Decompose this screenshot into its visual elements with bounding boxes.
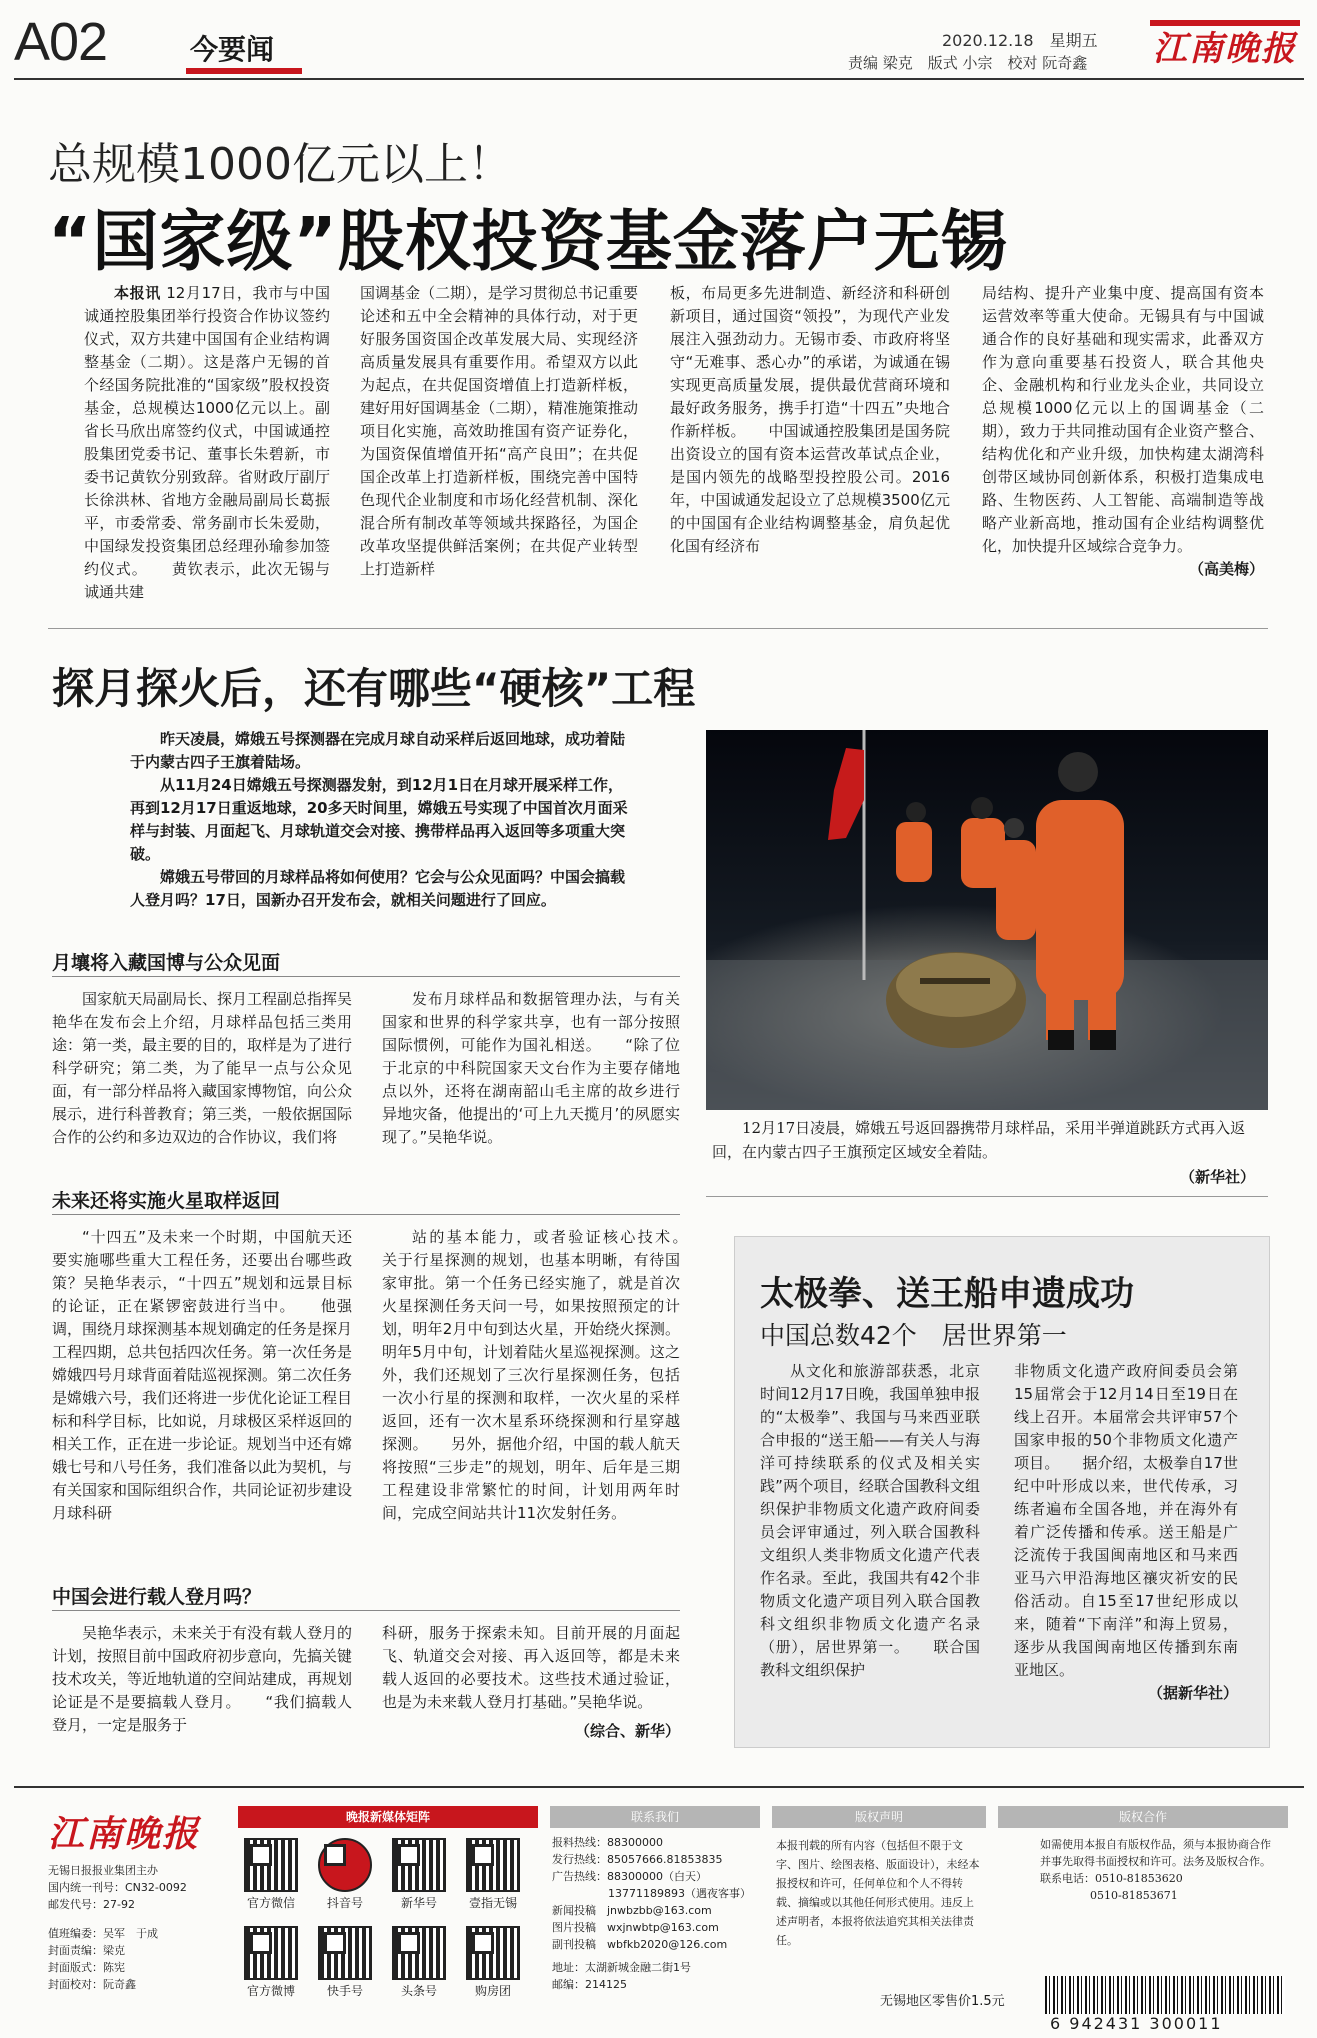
editor-line: 值班编委：吴军 于成 (48, 1927, 158, 1940)
coop-text: 如需使用本报自有版权作品，须与本报协商合作并事先取得书面授权和许可。法务及版权合作。 (1040, 1838, 1271, 1868)
article1-kicker: 总规模1000亿元以上！ (48, 139, 512, 190)
qr-code[interactable] (392, 1838, 446, 1892)
qr-code[interactable] (318, 1838, 372, 1892)
subhead-rule (52, 1214, 680, 1215)
s1-col-a: 国家航天局副局长、探月工程副总指挥吴艳华在发布会上介绍，月球样品包括三类用途：第一类，最主要的目的，取样是为了进行科学研究；第二类，为了能早一点与公众见面，有一部分样品将入藏国家博物馆，向公众展示，进行科普教育；第三类，一般依据国际合作的公约和多边双边的合作协议，我们将 (52, 990, 353, 1146)
article3-credit: （据新华社） (1147, 1684, 1238, 1702)
photo-caption: 12月17日凌晨，嫦娥五号返回器携带月球样品，采用半弹道跳跃方式再入返回，在内蒙古四子王旗预定区域安全着陆。 (712, 1119, 1246, 1161)
qr-code[interactable] (466, 1926, 520, 1980)
article1-col4 (982, 282, 1264, 581)
qr-code[interactable] (392, 1926, 446, 1980)
article3-subhead: 中国总数42个 居世界第一 (760, 1321, 1067, 1350)
s2-col-a: “十四五”及未来一个时期，中国航天还要实施哪些重大工程任务，还要出台哪些政策？吴艳华表示，“十四五”规划和远景目标的论证，正在紧锣密鼓进行当中。 他强调，围绕月球探测基本规划确定的任务是探月工程四期，总共包括四次任务。第一次任务是嫦娥四号月球背面着陆巡视探测。第二次任务是嫦娥六号，我们还将进一步优化论证工程目标和科学目标，比如说，月球极区采样返回的相关工作，正在进一步论证。规划当中还有嫦娥七号和八号任务，我们准备以此为契机，与有关国家和国际组织合作，共同论证初步建设月球科研 (52, 1228, 353, 1522)
footer-rule (14, 1786, 1304, 1788)
article2-credit: （综合、新华） (574, 1722, 680, 1740)
qr-label: 头条号 (400, 1984, 437, 1998)
media-matrix-band: 晚报新媒体矩阵 (238, 1806, 538, 1828)
subhead-moon-soil: 月壤将入藏国博与公众见面 (52, 952, 281, 974)
retail-price: 无锡地区零售价1.5元 (880, 1994, 1005, 2009)
lead-paragraph-2: 从11月24日嫦娥五号探测器发射，到12月1日在月球开展采样工作，再到12月17日重返地球，20多天时间里，嫦娥五号实现了中国首次月面采样与封装、月面起飞、月球轨道交会对接、携带样品再入返回等多项重大突破。 (130, 776, 628, 863)
lead-paragraph-3: 嫦娥五号带回的月球样品将如何使用？它会与公众见面吗？中国会搞载人登月吗？17日，国新办召开发布会，就相关问题进行了回应。 (130, 868, 626, 909)
article1-col1-text: 12月17日，我市与中国诚通控股集团举行投资合作协议签约仪式，双方共建中国国有企业结构调整基金（二期）。这是落户无锡的首个经国务院批准的“国家级”股权投资基金，总规模达1000亿元以上。副省长马欣出席签约仪式，中国诚通控股集团党委书记、董事长朱碧新，市委书记黄钦分别致辞。省财政厅副厅长徐洪林、省地方金融局副局长葛振平，市委常委、常务副市长朱爱勋，中国绿发投资集团总经理孙瑜参加签约仪式。 黄钦表示，此次无锡与诚通共建 (84, 284, 330, 601)
article1-headline: “国家级”股权投资基金落户无锡 (48, 203, 1008, 280)
qr-label: 壹指无锡 (468, 1896, 517, 1910)
article3-col-a: 从文化和旅游部获悉，北京时间12月17日晚，我国单独申报的“太极拳”、我国与马来西亚联合申报的“送王船——有关人与海洋可持续联系的仪式及相关实践”两个项目，经联合国教科文组织保护非物质文化遗产政府间委员会评审通过，列入联合国教科文组织人类非物质文化遗产代表作名录。至此，我国共有42个非物质文化遗产项目列入联合国教科文组织非物质文化遗产名录（册），居世界第一。 联合国教科文组织保护 (760, 1362, 980, 1679)
footer-publisher-info (48, 1862, 228, 1993)
barcode-number: 6 942431 300011 (1050, 2014, 1223, 2033)
article2-lead (130, 728, 630, 912)
article3-headline: 太极拳、送王船申遗成功 (760, 1274, 1134, 1314)
photo-credit: （新华社） (1180, 1168, 1256, 1186)
s2-col-b: 站的基本能力，或者验证核心技术。 关于行星探测的规划，也基本明晰，有待国家审批。第一个任务已经实施了，就是首次火星探测任务天问一号，如果按照预定的计划，明年2月中旬到达火星，开始绕火探测。明年5月中旬，计划着陆火星巡视探测。这之外，我们还规划了三次行星探测任务，包括一次小行星的探测和取样，一次火星的采样返回，还有一次木星系环绕探测和行星穿越探测。 另外，据他介绍，中国的载人航天将按照“三步走”的规划，明年、后年是三期工程建设非常繁忙的时间，计划用两年时间，完成空间站共计11次发射任务。 (382, 1228, 711, 1522)
qr-code[interactable] (244, 1838, 298, 1892)
qr-label: 官方微信 (246, 1896, 295, 1910)
editor-line: 封面校对：阮奇鑫 (48, 1978, 136, 1991)
article3-col-b-text: 非物质文化遗产政府间委员会第15届常会于12月14日至19日在线上召开。本届常会共评审57个国家申报的50个非物质文化遗产项目。 据介绍，太极拳自17世纪中叶形成以来，世代传承，习练者遍布全国各地，并在海外有着广泛传播和传承。送王船是广泛流传于我国闽南地区和马来西亚马六甲沿海地区禳灾祈安的民俗活动。自15至17世纪形成以来，随着“下南洋”和海上贸易，逐步从我国闽南地区传播到东南亚地区。 (1014, 1362, 1238, 1679)
article1-credit: （高美梅） (1188, 560, 1264, 578)
byline-tag: 本报讯 (114, 284, 161, 302)
s3-col-b-text: 科研，服务于探索未知。目前开展的月面起飞、轨道交会对接、再入返回等，都是未来载人返回的必要技术。这些技术通过验证，也是为未来载人登月打基础。”吴艳华说。 (382, 1624, 680, 1711)
article1-col2: 国调基金（二期），是学习贯彻总书记重要论述和五中全会精神的具体行动，对于更好服务国资国企改革发展大局、实现经济高质量发展具有重要作用。希望双方以此为起点，在共促国资增值上打造新样板，建好用好国调基金（二期），精准施策推动项目化实施，高效助推国有资产证券化，为国资保值增值开拓“高产良田”；在共促国企改革上打造新样板，围绕完善中国特色现代企业制度和市场化经营机制、深化混合所有制改革等领域共探路径，为国企改革攻坚提供鲜活案例；在共促产业转型上打造新样 (360, 284, 638, 578)
article3-col-b (1014, 1360, 1238, 1705)
qr-label: 抖音号 (326, 1896, 363, 1910)
article1-col1 (84, 282, 330, 604)
photo-divider (706, 1196, 1268, 1197)
masthead-logo: 江南晚报 (1150, 20, 1300, 72)
coop-band: 版权合作 (998, 1806, 1288, 1828)
editor-line: 封面版式：陈宪 (48, 1961, 125, 1974)
footer-logo: 江南晚报 (48, 1813, 201, 1855)
lead-paragraph-1: 昨天凌晨，嫦娥五号探测器在完成月球自动采样后返回地球，成功着陆于内蒙古四子王旗着陆场。 (130, 730, 626, 771)
section-underline (186, 68, 302, 74)
qr-code[interactable] (318, 1926, 372, 1980)
post-code: 邮发代号：27-92 (48, 1898, 135, 1911)
publisher: 无锡日报报业集团主办 (48, 1864, 158, 1877)
barcode (1045, 1976, 1285, 2014)
qr-code[interactable] (466, 1838, 520, 1892)
article1-col4-text: 局结构、提升产业集中度、提高国有资本运营效率等重大使命。无锡具有与中国诚通合作的良好基础和现实需求，此番双方作为意向重要基石投资人，联合其他央企、金融机构和行业龙头企业，共同设立总规模1000亿元以上的国调基金（二期），致力于共同推动国有企业资产整合、结构优化和产业升级，加快构建太湖湾科创带区域协同创新体系，积极打造集成电路、生物医药、人工智能、高端制造等战略产业新高地，推动国有企业结构调整优化，加快提升区域综合竞争力。 (982, 284, 1264, 555)
s3-col-a: 吴艳华表示，未来关于有没有载人登月的计划，按照目前中国政府初步意向，先搞关键技术攻关，等近地轨道的空间站建成，再规划论证是不是要搞载人登月。 “我们搞载人登月，一定是服务于 (52, 1624, 353, 1734)
header-rule (14, 78, 1304, 80)
article-divider (48, 628, 1268, 629)
copyright-text: 本报刊载的所有内容（包括但不限于文字、图片、绘图表格、版面设计），未经本报授权和许可，任何单位和个人不得转载、摘编或以其他任何形式使用。违反上述声明者，本报将依法追究其相关法律责任。 (776, 1839, 980, 1947)
contact-info: 报料热线：88300000 发行热线：85057666.81853835 广告热线：88300000（白天） 13771189893（遇夜客事） 新闻投稿 jnwbzbb@163.com 图片投稿 wxjnwbtp@163.com 副刊投稿 wbfkb2020@126.com 地址：太湖新城金融二街1号 邮编：214125 (552, 1836, 751, 1991)
qr-label: 官方微博 (246, 1984, 295, 1998)
section-name: 今要闻 (190, 33, 275, 66)
staff-credits: 责编 梁克 版式 小宗 校对 阮奇鑫 (848, 54, 1088, 72)
qr-label: 购房团 (474, 1984, 511, 1998)
page-number: A02 (14, 12, 108, 72)
article1-col3: 板，布局更多先进制造、新经济和科研创新项目，通过国资“领投”，为现代产业发展注入强劲动力。无锡市委、市政府将坚守“无难事、悉心办”的承诺，为诚通在锡实现更高质量发展，提供最优营商环境和最好政务服务，携手打造“十四五”央地合作新样板。 中国诚通控股集团是国务院出资设立的国有资本运营改革试点企业，是国内领先的战略型投控股公司。2016年，中国诚通发起设立了总规模3500亿元的中国国有企业结构调整基金，肩负起优化国有经济布 (670, 284, 950, 555)
s1-col-b: 发布月球样品和数据管理办法，与有关国家和世界的科学家共享，也有一部分按照国际惯例，可能作为国礼相送。 “除了位于北京的中科院国家天文台作为主要存储地点以外，还将在湖南韶山毛主席的故乡进行异地灾备，他提出的‘可上九天揽月’的夙愿实现了。”吴艳华说。 (382, 990, 680, 1146)
qr-code[interactable] (244, 1926, 298, 1980)
coop-info: 如需使用本报自有版权作品，须与本报协商合作并事先取得书面授权和许可。法务及版权合作。 联系电话：0510-81853620 0510-81853671 (1040, 1836, 1280, 1904)
issue-date: 2020.12.18 星期五 (942, 31, 1098, 50)
editor-line: 封面责编：梁克 (48, 1944, 125, 1957)
s3-col-b (382, 1622, 680, 1743)
cn-number: 国内统一刊号：CN32-0092 (48, 1881, 187, 1894)
subhead-mars-sample: 未来还将实施火星取样返回 (52, 1190, 281, 1212)
subhead-crewed-landing: 中国会进行载人登月吗？ (52, 1586, 262, 1608)
qr-label: 新华号 (400, 1896, 437, 1910)
copyright-band: 版权声明 (772, 1806, 986, 1828)
subhead-rule (52, 1610, 680, 1611)
contact-band: 联系我们 (550, 1806, 760, 1828)
landing-photo (706, 730, 1268, 1110)
subhead-rule (52, 976, 680, 977)
qr-label: 快手号 (326, 1984, 363, 1998)
article2-headline: 探月探火后，还有哪些“硬核”工程 (52, 664, 696, 713)
